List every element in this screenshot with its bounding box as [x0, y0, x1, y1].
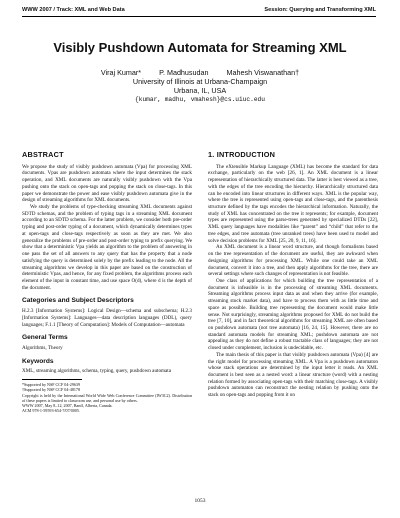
page-number: 1053	[194, 498, 206, 504]
general-terms-text: Algorithms, Theory	[22, 344, 63, 351]
abstract-paragraph: We propose the study of visibly pushdown automata (Vpa) for processing XML documents. Vpas are pushdown automata where the input determines the stack operation, and XML documents are naturally visibly pushdown with the Vpa pushing onto the stack on open-tags and popping the stack on close-tags. In this paper we demonstrate the power and ease visibly pushdown automata give in the design of streaming algorithms for XML documents.	[22, 163, 192, 204]
footnote: †Supported by NSF CCF 04-48178	[22, 387, 81, 393]
header-session: Session: Querying and Transforming XML	[264, 7, 376, 13]
footnote-rule	[22, 379, 82, 380]
categories-text: H.2.3 [Information Systems]: Logical Design—schema and subschema; H.2.3 [Information Systems]: Languages—data description languages (DDL), query languages; F.1.1 [Theory of Computation]: Models of Computation—automata	[22, 308, 192, 328]
author-name: P. Madhusudan	[159, 68, 209, 77]
running-header	[22, 5, 376, 17]
author-name: Mahesh Viswanathan†	[226, 68, 300, 77]
right-column	[208, 152, 378, 399]
author-affiliation: University of Illinois at Urbana-Champaign	[132, 77, 268, 86]
header-track: WWW 2007 / Track: XML and Web Data	[22, 7, 125, 13]
body-paragraph: One class of applications for which building the tree representation of a document is infeasible is in the processing of streaming XML documents. Streaming algorithms process input data as and when they arrive (for example, streaming stock market data), and have to process them with as little time and space as possible. Building tree representing the document would make little sense. Not surprisingly, streaming algorithms proposed for XML do not build the tree [7, 10], and in fact theoretical algorithms for streaming XML are often based on pushdown automata (not tree automata) [16, 24, 15]. However, there are no standard automata models for streaming XML; pushdown automata are not appealing as they do not define a robust tractable class of languages; they are not closed under complement, inclusion is undecidable, etc.	[208, 277, 378, 352]
abstract-heading: ABSTRACT	[22, 150, 64, 159]
author-names	[0, 68, 400, 77]
author-email: {kumar, madhu, vmahesh}@cs.uiuc.edu	[135, 96, 265, 103]
categories-heading: Categories and Subject Descriptors	[22, 297, 134, 305]
footnote: *Supported by NSF CCF 04-29639	[22, 382, 81, 388]
keywords-text: XML, streaming algorithms, schema, typing, query, pushdown automata	[22, 368, 172, 375]
author-location: Urbana, IL, USA	[173, 86, 227, 95]
author-block	[0, 68, 400, 104]
general-terms-heading: General Terms	[22, 334, 68, 342]
keywords-heading: Keywords	[22, 357, 54, 365]
body-paragraph: The eXtensible Markup Language (XML) has become the standard for data exchange, particularly on the web [26, 1]. An XML document is a linear representation of hierarchically structured data. The latter is best viewed as a tree, with the edges of the tree encoding the hierarchy. Hierarchically structured data can be encoded into linear structures in different ways. XML is the popular way, where the tree is represented using open-tags and close-tags, and the parenthesis structure defined by the tags encodes the hierarchical information. Naturally, the study of XML has concentrated on the tree it represents; for example, document types are represented using the parse-trees generated by specialized DTDs [22], XML query languages have modalities like “parent” and “child” that refer to the tree edges, and tree automata (tree unranked trees) have been used to model and solve decision problems for XML [25, 20, 9, 11, 16].	[208, 163, 378, 244]
copyright-notice: Copyright is held by the International World Wide Web Conference Committee (IW3C2). Distribution of these papers is limited to classroom use, and personal use by others.	[22, 392, 192, 403]
introduction-heading: 1. INTRODUCTION	[208, 150, 276, 159]
conference-note: WWW 2007, May 8–12, 2007, Banff, Alberta, Canada.	[22, 402, 113, 408]
body-paragraph: The main thesis of this paper is that visibly pushdown automata (Vpa) [4] are the right model for processing streaming XML. A Vpa is a pushdown automaton whose stack operations are determined by the input letter it reads. An XML document is best seen as a nested word: a linear structure (word) with a nesting relation formed by associating open-tags with their matching close-tags. A visibly pushdown automaton can reconstruct the nesting relation by pushing onto the stack on open-tags and popping from it on	[208, 351, 378, 399]
paper-title: Visibly Pushdown Automata for Streaming XML	[53, 40, 347, 55]
left-column	[22, 152, 192, 413]
abstract-paragraph: We study the problems of type-checking streaming XML documents against SDTD schemas, and the problem of typing tags in a streaming XML document according to an SDTD schema. For the latter problem, we consider both pre-order typing and post-order typing of a document, which dynamically determines types at open-tags and close-tags respectively as soon as they are met. We also generalize the problems of pre-order and post-order typing to prefix querying. We show that a deterministic Vpa yields an algorithm to the problem of answering in one pass the set of all answers to any query that has the property that a node satisfying the query is determined solely by the prefix leading to the node. All the streaming algorithms we develop in this paper are based on the construction of deterministic Vpas, and hence, for any fixed problem, the algorithms process each element of the input in constant time, and use space O(d), where d is the depth of the document.	[22, 204, 192, 291]
body-paragraph: An XML document is a linear word structure, and though formalisms based on the tree representation of the document are useful, they are awkward when designing algorithms for processing XML. While one could take an XML document, convert it into a tree, and then apply algorithms for the tree, there are several settings where such changes of representation is not feasible.	[208, 244, 378, 278]
author-name: Viraj Kumar*	[100, 68, 142, 77]
acm-note: ACM 978-1-59593-654-7/07/0005.	[22, 408, 80, 414]
